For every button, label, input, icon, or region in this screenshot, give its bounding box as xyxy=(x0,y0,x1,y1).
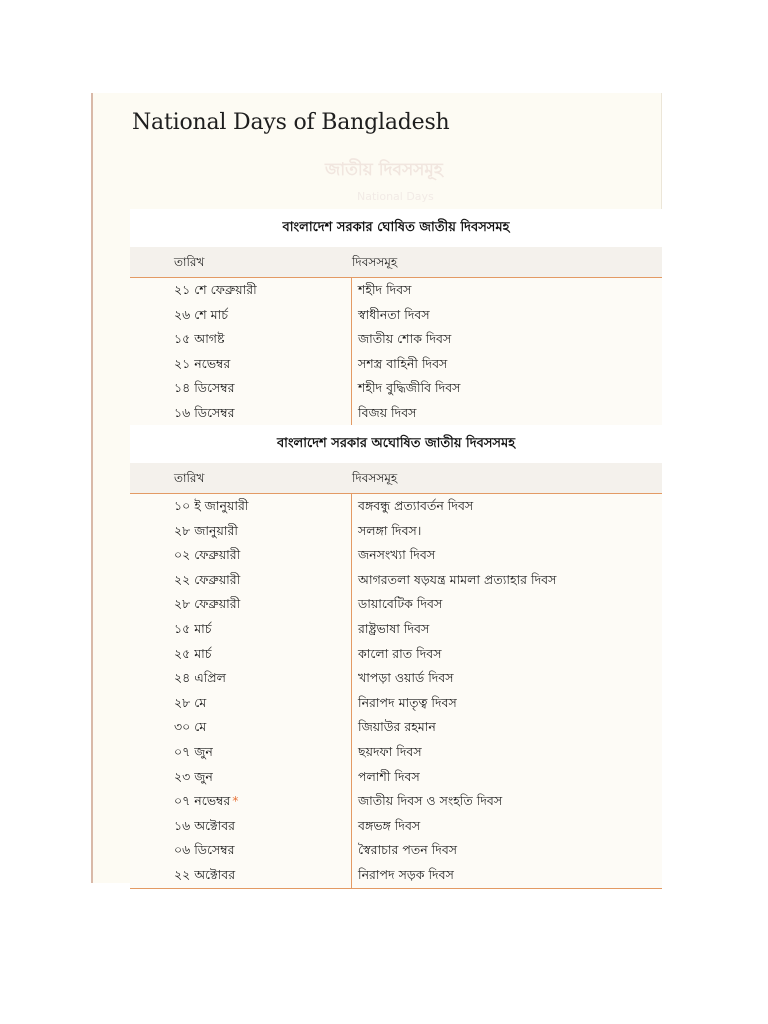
date-text: ২৬ শে মার্চ xyxy=(174,306,228,322)
date-cell xyxy=(130,814,352,839)
date-cell xyxy=(130,617,352,642)
day-name-cell: নিরাপদ মাতৃত্ব দিবস xyxy=(358,694,457,710)
date-cell xyxy=(130,327,352,352)
date-cell xyxy=(130,863,352,888)
date-text: ০২ ফেব্রুয়ারী xyxy=(174,547,241,563)
day-name-cell: আগরতলা ষড়যন্ত্র মামলা প্রত্যাহার দিবস xyxy=(358,571,557,587)
date-text: ১৬ ডিসেম্বর xyxy=(174,404,235,420)
table-row xyxy=(130,617,662,642)
date-text: ০৬ ডিসেম্বর xyxy=(174,842,235,858)
date-text: ২৫ মার্চ xyxy=(174,645,212,661)
date-cell xyxy=(130,494,352,519)
table-row xyxy=(130,568,662,593)
day-name-cell: সলঙ্গা দিবস। xyxy=(358,522,422,538)
date-cell xyxy=(130,715,352,740)
day-name-cell: জিয়াউর রহমান xyxy=(358,719,436,735)
day-name-cell: শহীদ বুদ্ধিজীবি দিবস xyxy=(358,380,461,396)
day-name-cell: ডায়াবেটিক দিবস xyxy=(358,596,443,612)
undeclared-days-table xyxy=(130,425,662,889)
table-row xyxy=(130,592,662,617)
column-header-day: দিবসসমূহ xyxy=(352,255,398,269)
table-row xyxy=(130,740,662,765)
date-cell xyxy=(130,691,352,716)
table-row xyxy=(130,715,662,740)
date-text: ২৮ জানুয়ারী xyxy=(174,522,238,538)
table-row xyxy=(130,789,662,814)
date-text: ৩০ মে xyxy=(174,719,207,735)
column-header-date: তারিখ xyxy=(174,255,205,269)
date-cell xyxy=(130,543,352,568)
date-cell xyxy=(130,838,352,863)
declared-days-table xyxy=(130,209,662,427)
day-name-cell: পলাশী দিবস xyxy=(358,768,420,784)
date-cell xyxy=(130,401,352,426)
table-row xyxy=(130,327,662,352)
date-text: ০৭ জুন xyxy=(174,743,213,759)
day-name-cell: বঙ্গবন্ধু প্রত্যাবর্তন দিবস xyxy=(358,498,474,513)
day-name-cell: শহীদ দিবস xyxy=(358,282,412,297)
date-cell xyxy=(130,740,352,765)
day-name-cell: স্বৈরাচার পতন দিবস xyxy=(358,842,458,858)
date-cell xyxy=(130,568,352,593)
table-row xyxy=(130,642,662,667)
table-row xyxy=(130,401,662,426)
faded-heading: জাতীয় দিবসসমূহ xyxy=(325,160,443,180)
column-header-day: দিবসসমূহ xyxy=(352,471,398,485)
day-name-cell: কালো রাত দিবস xyxy=(358,645,442,661)
day-name-cell: সশস্ত্র বাহিনী দিবস xyxy=(358,355,448,371)
date-cell xyxy=(130,642,352,667)
table-row xyxy=(130,519,662,544)
date-text: ২১ নভেম্বর xyxy=(174,355,231,371)
column-header-row xyxy=(130,247,662,278)
table-row xyxy=(130,666,662,691)
date-cell xyxy=(130,592,352,617)
date-text: ০৭ নভেম্বর xyxy=(174,793,231,809)
table-body xyxy=(130,278,662,427)
date-cell xyxy=(130,303,352,328)
date-text: ২৩ জুন xyxy=(174,768,213,784)
date-cell xyxy=(130,789,352,814)
day-name-cell: নিরাপদ সড়ক দিবস xyxy=(358,866,454,882)
date-cell xyxy=(130,666,352,691)
table-row xyxy=(130,278,662,303)
date-text: ২২ ফেব্রুয়ারী xyxy=(174,571,241,587)
day-name-cell: জাতীয় দিবস ও সংহতি দিবস xyxy=(358,793,503,809)
date-text: ১০ ই জানুয়ারী xyxy=(174,498,249,513)
table-row xyxy=(130,494,662,519)
table-row xyxy=(130,765,662,790)
day-name-cell: বঙ্গভঙ্গ দিবস xyxy=(358,817,421,833)
day-name-cell: জনসংখ্যা দিবস xyxy=(358,547,436,563)
table-row xyxy=(130,352,662,377)
asterisk-mark: * xyxy=(232,793,239,809)
table-row xyxy=(130,691,662,716)
date-cell xyxy=(130,376,352,401)
page-title: National Days of Bangladesh xyxy=(132,110,450,135)
day-name-cell: ছয়দফা দিবস xyxy=(358,743,422,759)
faded-subheading: National Days xyxy=(357,190,434,203)
table-row xyxy=(130,863,662,888)
day-name-cell: রাষ্ট্রভাষা দিবস xyxy=(358,620,430,636)
day-name-cell: খাপড়া ওয়ার্ড দিবস xyxy=(358,670,454,686)
date-text: ২৮ মে xyxy=(174,694,207,710)
table-row xyxy=(130,838,662,863)
table-row xyxy=(130,376,662,401)
section-heading: বাংলাদেশ সরকার ঘোষিত জাতীয় দিবসসমহ xyxy=(130,209,662,247)
day-name-cell: বিজয় দিবস xyxy=(358,404,417,420)
date-text: ১৬ অক্টোবর xyxy=(174,817,236,833)
table-row xyxy=(130,814,662,839)
column-header-date: তারিখ xyxy=(174,471,205,485)
date-text: ২২ অক্টোবর xyxy=(174,866,236,882)
date-text: ২৮ ফেব্রুয়ারী xyxy=(174,596,241,612)
date-text: ১৫ মার্চ xyxy=(174,620,212,636)
date-cell xyxy=(130,765,352,790)
date-cell xyxy=(130,519,352,544)
table-row xyxy=(130,543,662,568)
day-name-cell: জাতীয় শোক দিবস xyxy=(358,331,452,347)
table-row xyxy=(130,303,662,328)
table-body xyxy=(130,494,662,889)
date-text: ২১ শে ফেব্রুয়ারী xyxy=(174,282,257,297)
date-cell xyxy=(130,278,352,303)
date-text: ১৪ ডিসেম্বর xyxy=(174,380,235,396)
date-text: ২৪ এপ্রিল xyxy=(174,670,226,686)
date-cell xyxy=(130,352,352,377)
date-text: ১৫ আগষ্ট xyxy=(174,331,225,347)
column-header-row xyxy=(130,463,662,494)
section-heading: বাংলাদেশ সরকার অঘোষিত জাতীয় দিবসসমহ xyxy=(130,425,662,463)
day-name-cell: স্বাধীনতা দিবস xyxy=(358,306,430,322)
